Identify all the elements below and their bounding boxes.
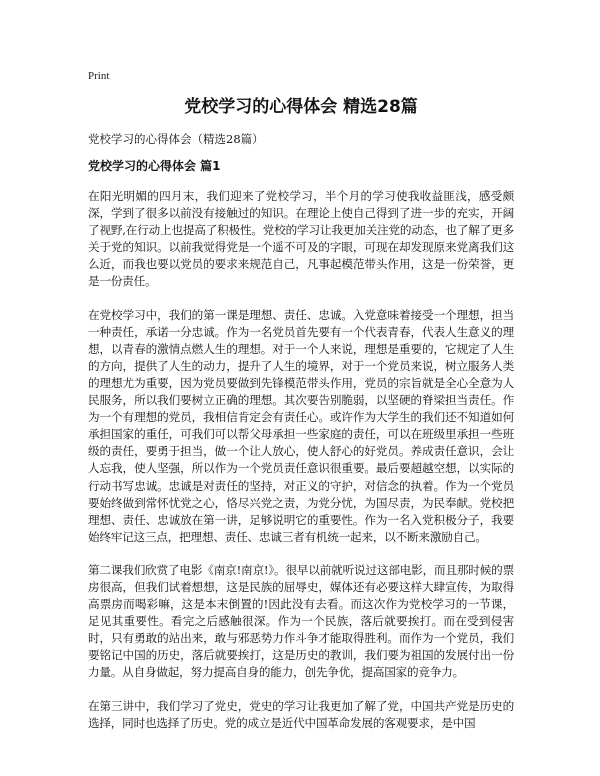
paragraph-1: 在阳光明媚的四月末，我们迎来了党校学习，半个月的学习使我收益匪浅，感受颇深，学到了很多以前没有接触过的知识。在理论上使自己得到了进一步的充实，开阔了视野,在行动上也提高了积极性。党校的学习让我更加关注党的动态，也了解了更多关于党的知识。以前我觉得党是一个遥不可及的字眼，可现在却发现原来党离我们这么近，而我也要以党员的要求来规范自己，凡事起模范带头作用，这是一份荣誉，更是一份责任。 — [88, 189, 514, 289]
paragraph-3: 第二课我们欣赏了电影《南京!南京!》。很早以前就听说过这部电影，而且那时候的票房很高，但我们试着想想，这是民族的屈辱史，媒体还有必要这样大肆宣传，为取得高票房而喝彩嘛，这是本末倒置的!因此没有去看。而这次作为党校学习的一节课，足见其重要性。看完之后感触很深。作为一个民族，落后就要挨打。而在受到侵害时，只有勇敢的站出来，敢与邪恶势力作斗争才能取得胜利。而作为一个党员，我们要铭记中国的历史，落后就要挨打，这是历史的教训，我们要为祖国的发展付出一份力量。从自身做起，努力提高自身的能力，创先争优，提高国家的竞争力。 — [88, 562, 514, 680]
article-body — [88, 188, 514, 748]
paragraph-4: 在第三讲中，我们学习了党史，党史的学习让我更加了解了党，中国共产党是历史的选择，同时也选择了历史。党的成立是近代中国革命发展的客观要求，是中国 — [88, 698, 514, 730]
document-title: 党校学习的心得体会 精选28篇 — [184, 97, 418, 117]
paragraph-2: 在党校学习中，我们的第一课是理想、责任、忠诚。入党意味着接受一个理想，担当一种责任，承诺一分忠诚。作为一名党员首先要有一个代表青春，代表人生意义的理想，以青春的激情点燃人生的理想。对于一个人来说，理想是重要的，它规定了人生的方向，提供了人生的动力，提升了人生的境界，对于一个党员来说，树立服务人类的理想尤为重要，因为党员要做到先锋模范带头作用，党员的宗旨就是全心全意为人民服务，所以我们要树立正确的理想。其次要告别脆弱，以坚硬的脊梁担当责任。作为一个有理想的党员，我相信肯定会有责任心。或许作为大学生的我们还不知道如何承担国家的重任，可我们可以帮父母承担一些家庭的责任，可以在班级里承担一些班级的责任，要勇于担当，做一个让人放心，使人舒心的好党员。养成责任意识，会让人忘我，使人坚强，所以作为一个党员责任意识很重要。最后要超越空想，以实际的行动书写忠诚。忠诚是对责任的坚持，对正义的守护，对信念的执着。作为一个党员要始终做到常怀忧党之心，恪尽兴党之责，为党分忧，为国尽责，为民奉献。党校把理想、责任、忠诚放在第一讲，足够说明它的重要性。作为一名入党积极分子，我要始终牢记这三点，把理想、责任、忠诚三者有机统一起来，以不断来激励自己。 — [88, 307, 514, 544]
document-subtitle: 党校学习的心得体会（精选28篇） — [88, 132, 264, 146]
print-link[interactable]: Print — [88, 70, 110, 82]
section-heading: 党校学习的心得体会 篇1 — [88, 159, 221, 173]
